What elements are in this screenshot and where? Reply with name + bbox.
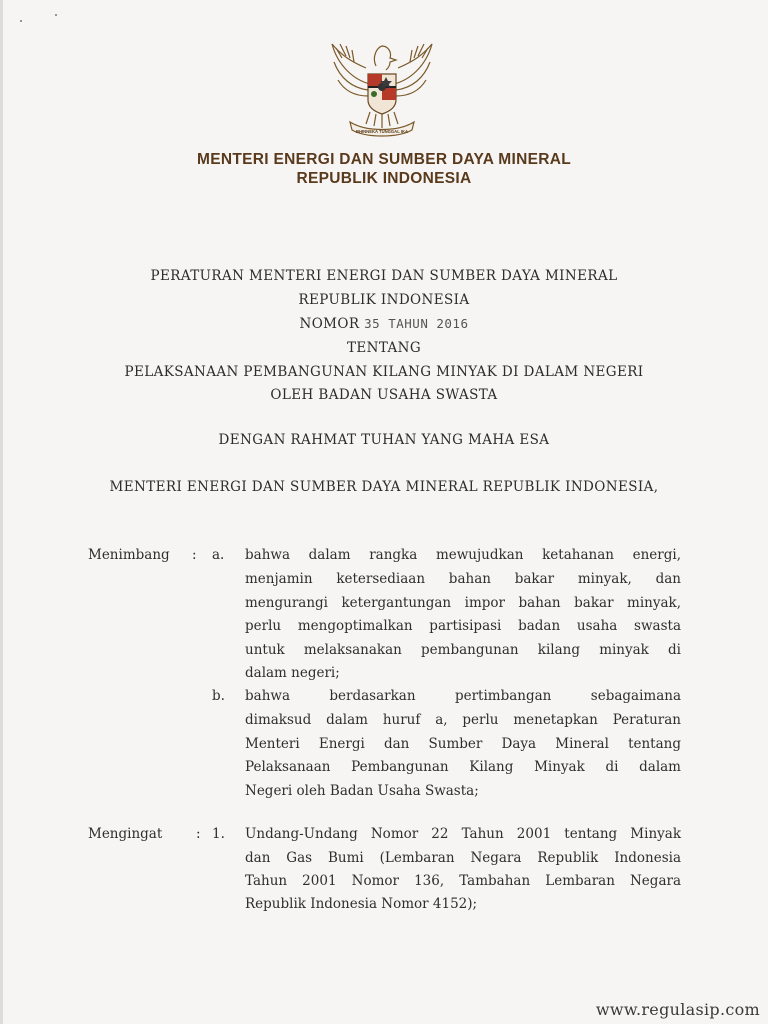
ministry-country: REPUBLIK INDONESIA	[296, 170, 472, 187]
regulation-number	[0, 316, 768, 332]
mengingat-colon: :	[196, 826, 201, 842]
paragraph-line: Tahun 2001 Nomor 136, Tambahan Lembaran Negara	[245, 873, 681, 889]
item-marker: b.	[212, 688, 225, 704]
paragraph-line: mengurangi ketergantungan impor bahan bakar minyak,	[245, 595, 681, 611]
scan-speck	[20, 20, 22, 22]
menimbang-colon: :	[192, 547, 197, 563]
paragraph-line: Menteri Energi dan Sumber Daya Mineral tentang	[245, 736, 681, 752]
paragraph-line: Pelaksanaan Pembangunan Kilang Minyak di dalam	[245, 759, 681, 775]
svg-text:BHINNEKA TUNGGAL IKA: BHINNEKA TUNGGAL IKA	[355, 129, 409, 134]
paragraph-line: dimaksud dalam huruf a, perlu menetapkan Peraturan	[245, 712, 681, 728]
item-marker: 1.	[212, 826, 225, 842]
paragraph-line: bahwa dalam rangka mewujudkan ketahanan energi,	[245, 547, 681, 563]
regulation-country: REPUBLIK INDONESIA	[298, 292, 470, 308]
regulation-subject-line2: OLEH BADAN USAHA SWASTA	[270, 387, 498, 403]
paragraph-line: bahwa berdasarkan pertimbangan sebagaimana	[245, 688, 681, 704]
paragraph-line: Undang-Undang Nomor 22 Tahun 2001 tentang Minyak	[245, 826, 681, 842]
blessing-line: DENGAN RAHMAT TUHAN YANG MAHA ESA	[218, 432, 550, 448]
menimbang-label: Menimbang	[88, 547, 170, 563]
regulation-title: PERATURAN MENTERI ENERGI DAN SUMBER DAYA MINERAL	[150, 268, 618, 284]
nomor-value: 35 TAHUN 2016	[364, 316, 469, 331]
source-watermark: www.regulasip.com	[595, 1000, 760, 1019]
paragraph-line: untuk melaksanakan pembangunan kilang minyak di	[245, 642, 681, 658]
paragraph-line: perlu mengoptimalkan partisipasi badan usaha swasta	[245, 618, 681, 634]
paragraph-line: Negeri oleh Badan Usaha Swasta;	[245, 783, 479, 799]
tentang-heading: TENTANG	[346, 340, 422, 356]
paragraph-line: Republik Indonesia Nomor 4152);	[245, 896, 478, 912]
garuda-emblem	[326, 36, 438, 140]
paragraph-line: dalam negeri;	[245, 665, 340, 681]
scan-speck	[55, 14, 57, 16]
paragraph-line: menjamin ketersediaan bahan bakar minyak, dan	[245, 571, 681, 587]
mengingat-label: Mengingat	[88, 826, 163, 842]
nomor-label: NOMOR	[299, 316, 360, 332]
regulation-subject-line1: PELAKSANAAN PEMBANGUNAN KILANG MINYAK DI DALAM NEGERI	[124, 364, 644, 380]
authority-line: MENTERI ENERGI DAN SUMBER DAYA MINERAL REPUBLIK INDONESIA,	[109, 479, 659, 495]
paragraph-line: dan Gas Bumi (Lembaran Negara Republik Indonesia	[245, 850, 681, 866]
item-marker: a.	[212, 547, 225, 563]
ministry-name: MENTERI ENERGI DAN SUMBER DAYA MINERAL	[197, 151, 571, 168]
